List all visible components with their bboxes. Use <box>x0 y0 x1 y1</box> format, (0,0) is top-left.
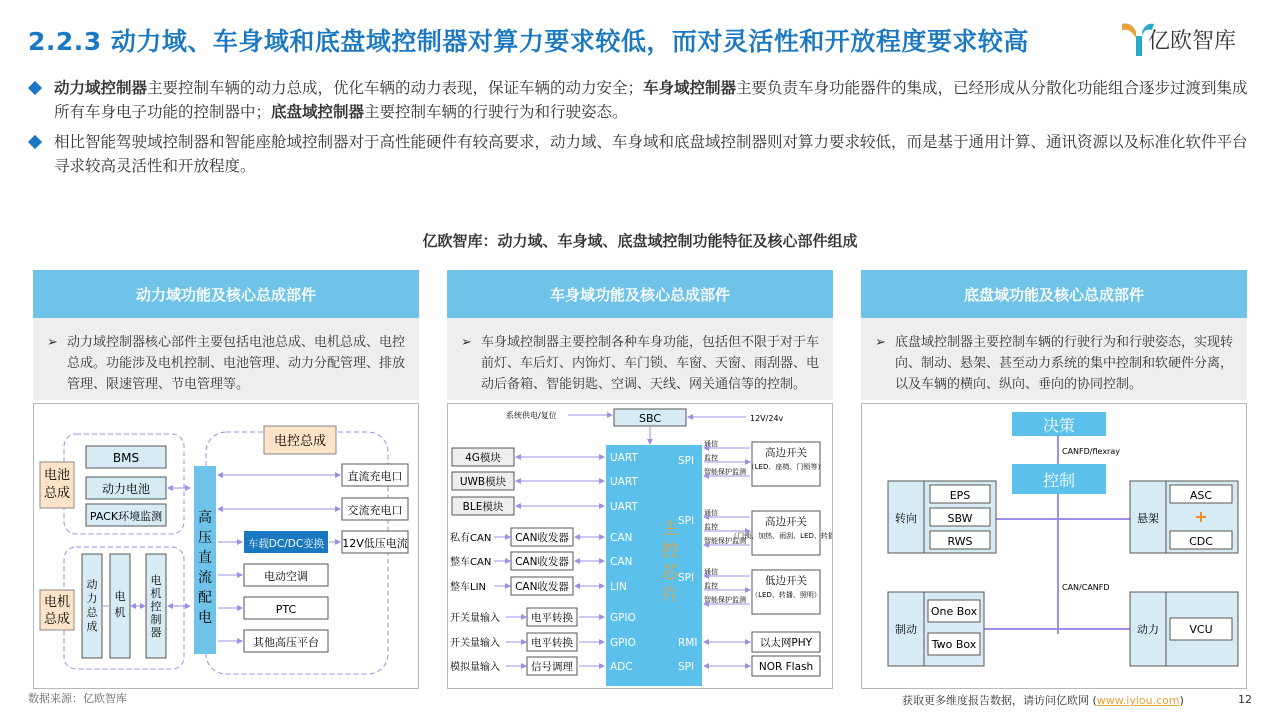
body-left-inputs <box>450 448 638 675</box>
page-number: 12 <box>1238 693 1252 706</box>
ptc-box: PTC <box>275 603 297 616</box>
dc-charge-box: 直流充电口 <box>347 470 403 483</box>
sbc-box: SBC <box>638 412 662 425</box>
chassis-domain-description: ➢ 底盘域控制器主要控制车辆的行驶行为和行驶姿态，实现转向、制动、悬架、甚至动力系统的集中控制和软硬件分离，以及车辆的横向、纵向、垂向的协同控制。 <box>861 318 1247 400</box>
chip-pin-right: SPI <box>678 455 695 467</box>
mod-ble-box: BLE模块 <box>462 501 504 513</box>
bus-label: 私有CAN <box>450 533 492 544</box>
input-label: 开关量输入 <box>450 613 500 624</box>
powertrain-label: 动力 <box>1137 623 1159 636</box>
ac-charge-box: 交流充电口 <box>347 504 403 517</box>
chip-pin-right: SPI <box>678 515 695 527</box>
peripheral-box: NOR Flash <box>758 661 814 673</box>
signal-label: 通信 <box>704 568 718 576</box>
main-chip-label: 主控芯片 <box>661 519 679 605</box>
signal-label: 通信 <box>704 509 718 517</box>
power-domain-diagram <box>33 403 419 689</box>
motor-controller-box: 电机控制器 <box>150 574 162 639</box>
other-hv-box: 其他高压平台 <box>253 636 319 649</box>
motor-group-text: 电机总成 <box>43 595 71 627</box>
hv-bus-label: 高压直流配电 <box>198 510 212 626</box>
signal-label: 监控 <box>704 523 718 531</box>
ac-box: 电动空调 <box>264 570 308 583</box>
switch-box: 高边开关 <box>765 516 807 528</box>
signal-conversion-box: 电平转换 <box>531 612 573 624</box>
braking-label: 制动 <box>895 623 917 636</box>
pack-monitor-box: PACK环境监测 <box>89 510 163 523</box>
signal-conversion-box: 信号调理 <box>531 661 573 673</box>
chip-pin-left: GPIO <box>610 637 636 649</box>
bullet-2-text: 相比智能驾驶域控制器和智能座舱域控制器对于高性能硬件有较高要求，动力域、车身域和底盘域控制器则对算力要求较低，而是基于通用计算、通讯资源以及标准化软件平台寻求较高灵活性和开放程度。 <box>54 133 1248 175</box>
logo-text: 亿欧智库 <box>1148 29 1237 54</box>
power-battery-box: 动力电池 <box>101 482 151 496</box>
signal-label: 监控 <box>704 454 718 462</box>
website-link[interactable]: www.iyiou.com <box>1096 694 1180 707</box>
chassis-domain-heading: 底盘域功能及核心总成部件 <box>861 270 1247 318</box>
signal-label: 智能保护监测 <box>704 596 746 604</box>
switch-detail: （LED、转播、照明） <box>751 591 821 599</box>
chassis-domain-diagram <box>861 403 1247 689</box>
bullet-1 <box>30 76 1255 124</box>
chip-pin-left: UART <box>610 476 638 488</box>
signal-label: 智能保护监测 <box>704 468 746 476</box>
control-box: 控制 <box>1042 471 1076 490</box>
switch-detail: （门锁、加热、雨刮、LED、转播） <box>730 532 832 540</box>
footer-note: 获取更多维度报告数据，请访问亿欧网 (www.iyiou.com) <box>902 694 1184 707</box>
eps-box: EPS <box>949 489 971 502</box>
bms-box: BMS <box>112 451 140 465</box>
chip-pin-left: UART <box>610 452 638 464</box>
chevron-right-icon: ➢ <box>47 335 58 350</box>
switch-box: 低边开关 <box>765 575 807 587</box>
chip-pin-left: CAN <box>610 532 633 544</box>
bus-bottom-label: CAN/CANFD <box>1062 583 1110 592</box>
diamond-bullet-icon <box>28 135 42 149</box>
motor-box: 电机 <box>114 590 126 619</box>
peripheral-box: 以太网PHY <box>759 637 813 649</box>
bus-top-label: CANFD/flexray <box>1062 447 1120 456</box>
input-label: 开关量输入 <box>450 638 500 649</box>
decision-box: 决策 <box>1042 416 1076 435</box>
switch-detail: （LED、座椅、门锁等） <box>747 463 825 471</box>
can-transceiver-box: CAN收发器 <box>515 532 569 544</box>
two-box-item: Two Box <box>931 638 977 651</box>
bus-label: 整车CAN <box>450 557 492 568</box>
chevron-right-icon: ➢ <box>461 335 472 350</box>
signal-conversion-box: 电平转换 <box>531 637 573 649</box>
sys-power-label: 系统供电/复位 <box>506 411 557 420</box>
signal-label: 智能保护监测 <box>704 537 746 545</box>
chip-pin-left: ADC <box>610 661 633 673</box>
bullet-1-text: 动力域控制器主要控制车辆的动力总成，优化车辆的动力表现，保证车辆的动力安全；车身域控制器主要负责车身功能器件的集成，已经形成从分散化功能组合逐步过渡到集成所有车身电子功能的控制器中；底盘域控制器主要控制车辆的行驶行为和行驶姿态。 <box>54 79 1248 121</box>
power-domain-heading: 动力域功能及核心总成部件 <box>33 270 419 318</box>
plus-icon: + <box>1194 507 1208 526</box>
lv-12v-box: 12V低压电流 <box>342 537 408 550</box>
figure-title: 亿欧智库：动力域、车身域、底盘域控制功能特征及核心部件组成 <box>422 232 858 250</box>
suspension-label: 悬架 <box>1137 512 1159 525</box>
powertrain-box: 动力总成 <box>86 578 98 633</box>
chip-pin-right: SPI <box>678 661 695 673</box>
chip-pin-right: SPI <box>678 572 695 584</box>
chip-pin-right: RMI <box>678 637 698 649</box>
cdc-box: CDC <box>1189 535 1213 548</box>
diamond-bullet-icon <box>28 81 42 95</box>
chip-pin-left: CAN <box>610 556 633 568</box>
vcu-box: VCU <box>1189 623 1213 636</box>
body-domain-description: ➢ 车身域控制器主要控制各种车身功能，包括但不限于对于车前灯、车后灯、内饰灯、车门锁、车窗、天窗、雨刮器、电动后备箱、智能钥匙、空调、天线、网关通信等的控制。 <box>447 318 833 400</box>
bus-label: 整车LIN <box>450 582 487 593</box>
steering-label: 转向 <box>895 512 917 525</box>
mod-uwb-box: UWB模块 <box>459 476 507 488</box>
sbw-box: SBW <box>947 512 973 525</box>
asc-box: ASC <box>1189 489 1213 502</box>
signal-label: 通信 <box>704 440 718 448</box>
dcdc-box: 车载DC/DC变换 <box>247 538 325 550</box>
data-source: 数据来源：亿欧智库 <box>28 692 127 705</box>
page-title: 2.2.3 动力域、车身域和底盘域控制器对算力要求较低，而对灵活性和开放程度要求较高 <box>28 27 1029 56</box>
chip-pin-left: UART <box>610 501 638 513</box>
body-domain-heading: 车身域功能及核心总成部件 <box>447 270 833 318</box>
ecu-group-label: 电控总成 <box>273 434 327 449</box>
power-domain-description: ➢ 动力域控制器核心部件主要包括电池总成、电机总成、电控总成。功能涉及电机控制、电池管理、动力分配管理、排放管理、限速管理、节电管理等。 <box>33 318 419 400</box>
battery-group-text: 电池总成 <box>43 468 71 501</box>
body-domain-diagram <box>447 403 833 689</box>
chip-pin-left: GPIO <box>610 612 636 624</box>
switch-box: 高边开关 <box>765 447 807 459</box>
signal-label: 监控 <box>704 582 718 590</box>
chevron-right-icon: ➢ <box>875 335 886 350</box>
mod-4g-box: 4G模块 <box>465 452 501 464</box>
bullet-2 <box>30 130 1255 178</box>
v12-label: 12V/24v <box>750 414 784 423</box>
can-transceiver-box: CAN收发器 <box>515 581 569 593</box>
chip-pin-left: LIN <box>610 581 627 593</box>
can-transceiver-box: CAN收发器 <box>515 556 569 568</box>
rws-box: RWS <box>947 535 973 548</box>
input-label: 模拟量输入 <box>450 662 500 673</box>
one-box-item: One Box <box>930 605 978 618</box>
